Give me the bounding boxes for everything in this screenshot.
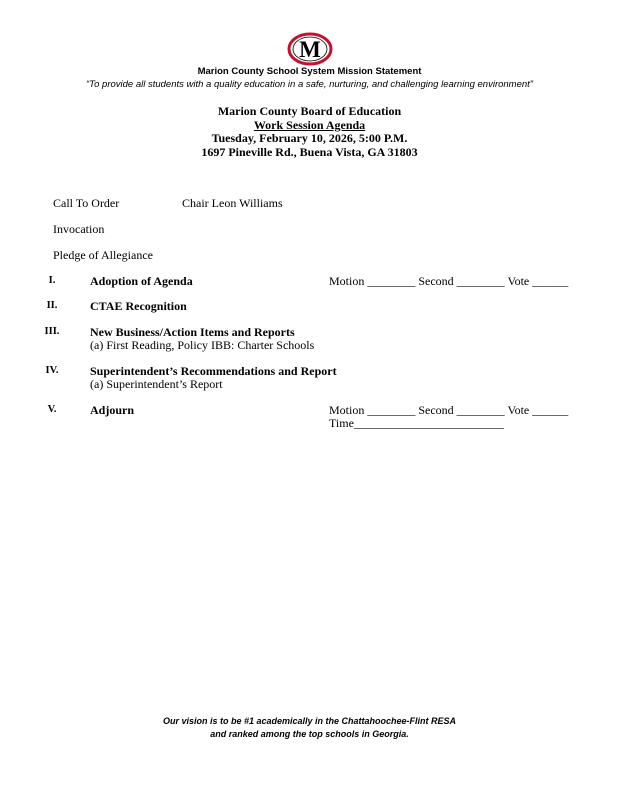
item-title: New Business/Action Items and Reports bbox=[90, 325, 295, 339]
item-number: III. bbox=[44, 326, 60, 337]
item-subitem: (a) First Reading, Policy IBB: Charter Schools bbox=[90, 338, 315, 352]
item-number: IV. bbox=[45, 365, 59, 376]
item-subitem: (a) Superintendent’s Report bbox=[90, 377, 223, 391]
item-title: Adoption of Agenda bbox=[90, 274, 193, 288]
invocation: Invocation bbox=[53, 222, 105, 236]
chair-name: Chair Leon Williams bbox=[182, 196, 283, 210]
logo-letter: M bbox=[299, 37, 321, 62]
board-name: Marion County Board of Education bbox=[217, 104, 402, 118]
pledge: Pledge of Allegiance bbox=[53, 248, 153, 262]
vision-line-1: Our vision is to be #1 academically in the Chattahoochee-Flint RESA bbox=[162, 716, 457, 726]
meeting-address: 1697 Pineville Rd., Buena Vista, GA 31803 bbox=[201, 145, 418, 159]
item-title: CTAE Recognition bbox=[90, 299, 187, 313]
item-number: I. bbox=[48, 275, 56, 286]
item-title: Adjourn bbox=[90, 403, 135, 417]
vote-line: Motion ________ Second ________ Vote ______ bbox=[329, 403, 569, 417]
district-logo bbox=[287, 32, 333, 66]
vision-line-2: and ranked among the top schools in Georgia. bbox=[210, 729, 409, 739]
mission-title: Marion County School System Mission Statement bbox=[197, 66, 422, 77]
mission-statement: “To provide all students with a quality education in a safe, nurturing, and challenging learning environment” bbox=[86, 79, 533, 90]
item-title: Superintendent’s Recommendations and Report bbox=[90, 364, 337, 378]
meeting-datetime: Tuesday, February 10, 2026, 5:00 P.M. bbox=[211, 131, 408, 145]
item-number: II. bbox=[46, 300, 58, 311]
time-line: Time_________________________ bbox=[329, 416, 504, 430]
vote-line: Motion ________ Second ________ Vote ______ bbox=[329, 274, 569, 288]
agenda-type: Work Session Agenda bbox=[253, 118, 366, 132]
item-number: V. bbox=[47, 404, 57, 415]
call-to-order: Call To Order bbox=[53, 196, 120, 210]
